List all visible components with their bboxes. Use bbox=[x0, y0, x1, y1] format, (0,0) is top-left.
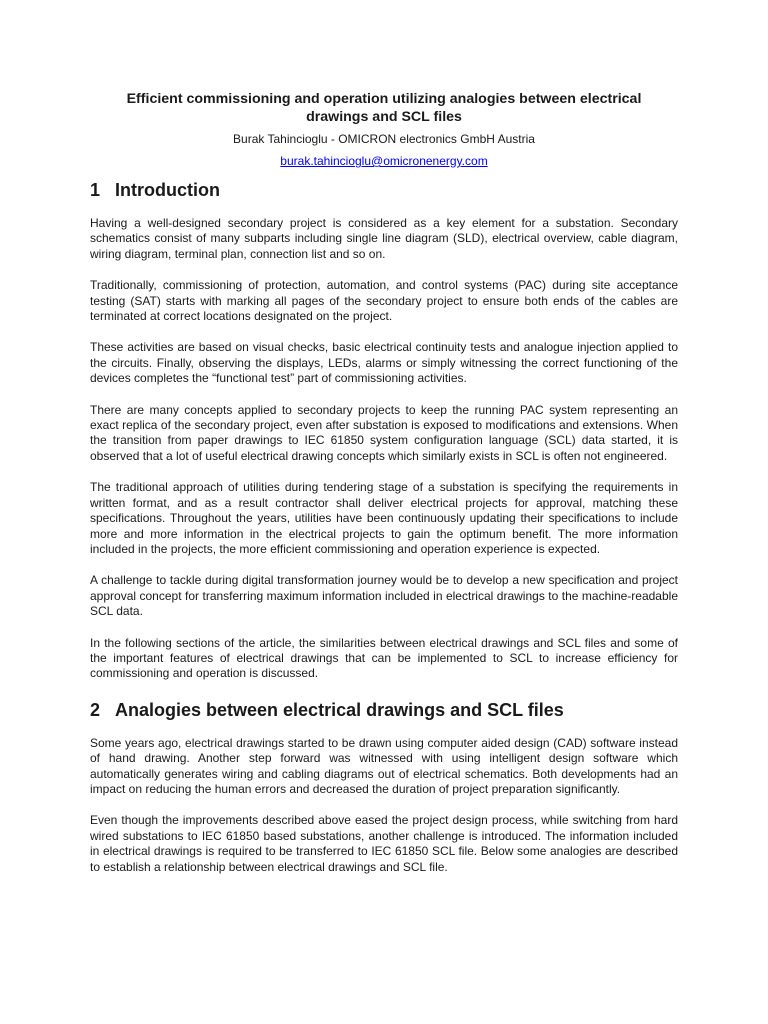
author-email-link[interactable]: burak.tahincioglu@omicronenergy.com bbox=[280, 154, 488, 168]
paragraph: Having a well-designed secondary project is considered as a key element for a substation. Secondary schematics consist of many subparts including single line diagram (SLD), electrical overview, cable diagram, wiring diagram, terminal plan, connection list and so on. bbox=[90, 216, 678, 261]
section-title: Analogies between electrical drawings and SCL files bbox=[115, 699, 564, 720]
section-heading-introduction bbox=[90, 179, 678, 201]
paragraph: Even though the improvements described above eased the project design process, while switching from hard wired substations to IEC 61850 based substations, another challenge is introduced. The information included in electrical drawings is required to be transferred to IEC 61850 SCL file. Below some analogies are described to establish a relationship between electrical drawings and SCL file. bbox=[90, 813, 678, 874]
section-heading-analogies bbox=[90, 699, 678, 721]
section-title: Introduction bbox=[115, 180, 220, 200]
author-line: Burak Tahincioglu - OMICRON electronics GmbH Austria bbox=[233, 132, 535, 146]
author-email bbox=[90, 153, 678, 169]
paragraph: Traditionally, commissioning of protection, automation, and control systems (PAC) during site acceptance testing (SAT) starts with marking all pages of the secondary project to ensure both ends of the cables are terminated at correct locations designated on the project. bbox=[90, 278, 678, 324]
paragraph: The traditional approach of utilities during tendering stage of a substation is specifying the requirements in written format, and as a result contractor shall deliver electrical projects for approval, matching these specifications. Throughout the years, utilities have been continuously updating their specifications to include more and more information in the electrical projects to gain the optimum benefit. The more information included in the projects, the more efficient commissioning and operation experience is expected. bbox=[90, 480, 678, 556]
paragraph: There are many concepts applied to secondary projects to keep the running PAC system representing an exact replica of the secondary project, even after substation is exposed to modifications and extensions. When the transition from paper drawings to IEC 61850 system configuration language (SCL) data started, it is observed that a lot of useful electrical drawing concepts which similarly exists in SCL is often not engineered. bbox=[90, 402, 678, 463]
paragraph: Some years ago, electrical drawings started to be drawn using computer aided design (CAD) software instead of hand drawing. Another step forward was witnessed with using intelligent design software which automatically generates wiring and cabling diagrams out of electrical schematics. Both developments had an impact on reducing the human errors and decreased the duration of project preparation significantly. bbox=[90, 735, 678, 796]
document-title: Efficient commissioning and operation utilizing analogies between electrical drawings and SCL files bbox=[126, 91, 642, 125]
section-number: 1 bbox=[90, 180, 101, 200]
paragraph: These activities are based on visual checks, basic electrical continuity tests and analogue injection applied to the circuits. Finally, observing the displays, LEDs, alarms or simply witnessing the correct functioning of the devices completes the “functional test” part of commissioning activities. bbox=[90, 340, 678, 386]
paragraph: A challenge to tackle during digital transformation journey would be to develop a new specification and project approval concept for transferring maximum information included in electrical drawings to the machine-readable SCL data. bbox=[90, 573, 678, 619]
section-number: 2 bbox=[90, 699, 101, 720]
paragraph: In the following sections of the article, the similarities between electrical drawings and SCL files and some of the important features of electrical drawings that can be implemented to SCL to increase efficiency for commissioning and operation is discussed. bbox=[90, 635, 678, 681]
document-page bbox=[90, 90, 678, 875]
